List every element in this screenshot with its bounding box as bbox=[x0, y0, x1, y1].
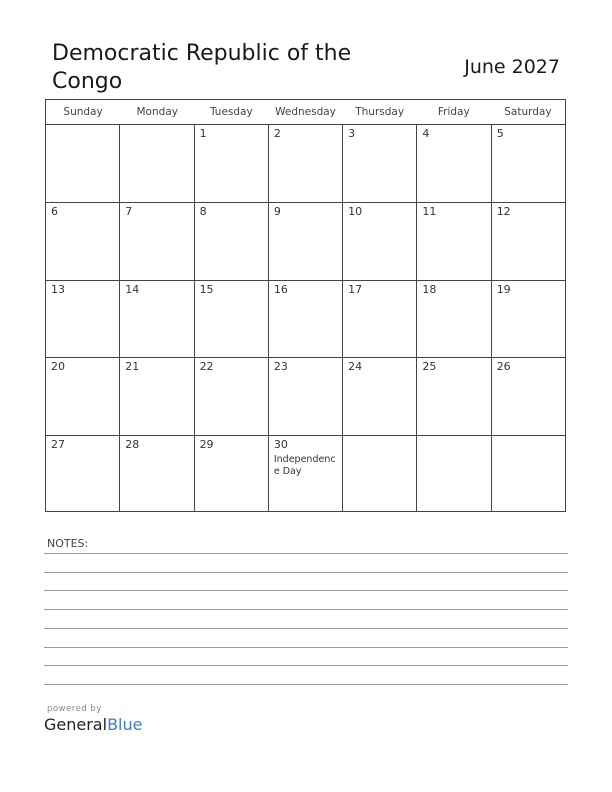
day-cell bbox=[416, 125, 490, 202]
day-number: 21 bbox=[125, 360, 140, 374]
day-cell bbox=[416, 358, 490, 434]
day-cell bbox=[46, 125, 119, 202]
day-cell bbox=[46, 281, 119, 357]
week-row bbox=[46, 357, 565, 434]
note-line bbox=[44, 684, 568, 685]
week-row bbox=[46, 125, 565, 202]
day-cell bbox=[119, 358, 193, 434]
day-number: 5 bbox=[496, 127, 504, 140]
day-cell bbox=[194, 358, 268, 434]
week-row bbox=[46, 280, 565, 357]
day-cell bbox=[194, 281, 268, 357]
day-cell bbox=[342, 358, 416, 434]
calendar-grid bbox=[45, 99, 566, 512]
day-number: 16 bbox=[273, 282, 288, 296]
note-line bbox=[44, 628, 568, 629]
day-number: 26 bbox=[496, 360, 511, 374]
note-line bbox=[44, 553, 568, 554]
day-cell bbox=[342, 203, 416, 279]
day-number: 7 bbox=[125, 205, 133, 219]
day-number: 22 bbox=[199, 360, 214, 374]
day-number: 11 bbox=[422, 205, 437, 219]
brand-name bbox=[44, 715, 142, 734]
day-cell bbox=[491, 203, 565, 279]
day-number: 3 bbox=[348, 127, 356, 140]
day-cell bbox=[119, 436, 193, 512]
day-number: 8 bbox=[199, 205, 207, 219]
day-number: 10 bbox=[348, 205, 363, 219]
note-line bbox=[44, 590, 568, 591]
weekday-header bbox=[46, 100, 565, 125]
weekday-monday: Monday bbox=[136, 106, 178, 118]
day-cell bbox=[268, 281, 342, 357]
day-number: 23 bbox=[273, 360, 288, 374]
day-number: 29 bbox=[199, 437, 214, 451]
day-cell bbox=[268, 436, 342, 512]
day-cell bbox=[46, 203, 119, 279]
powered-by-text: powered by bbox=[47, 704, 102, 714]
weekday-wednesday: Wednesday bbox=[275, 106, 336, 118]
day-cell bbox=[268, 203, 342, 279]
day-number: 15 bbox=[199, 282, 214, 296]
day-cell bbox=[194, 203, 268, 279]
day-number: 27 bbox=[51, 437, 65, 451]
note-line bbox=[44, 572, 568, 573]
day-cell bbox=[491, 281, 565, 357]
day-cell bbox=[119, 281, 193, 357]
note-line bbox=[44, 609, 568, 610]
day-number: 1 bbox=[199, 127, 207, 140]
brand-general: General bbox=[44, 715, 108, 734]
day-cell bbox=[342, 436, 416, 512]
day-number: 17 bbox=[348, 282, 363, 296]
day-cell bbox=[491, 125, 565, 202]
day-number: 28 bbox=[125, 437, 140, 451]
day-number: 4 bbox=[422, 127, 430, 140]
day-cell bbox=[194, 125, 268, 202]
day-number: 30 bbox=[273, 437, 288, 451]
day-cell bbox=[268, 125, 342, 202]
day-cell bbox=[268, 358, 342, 434]
day-number: 9 bbox=[273, 205, 281, 219]
day-cell bbox=[416, 203, 490, 279]
weekday-thursday: Thursday bbox=[355, 106, 405, 118]
day-number: 12 bbox=[496, 205, 511, 219]
footer-logo bbox=[44, 704, 142, 734]
weekday-sunday: Sunday bbox=[63, 106, 103, 118]
day-cell bbox=[342, 125, 416, 202]
weekday-saturday: Saturday bbox=[504, 106, 552, 118]
weekday-tuesday: Tuesday bbox=[209, 106, 253, 118]
day-number: 24 bbox=[348, 360, 363, 374]
brand-blue: Blue bbox=[107, 715, 143, 734]
day-cell bbox=[491, 358, 565, 434]
calendar-weeks bbox=[46, 125, 565, 512]
day-cell bbox=[46, 358, 119, 434]
day-number: 6 bbox=[51, 205, 58, 219]
day-cell bbox=[491, 436, 565, 512]
week-row bbox=[46, 202, 565, 279]
day-cell bbox=[416, 436, 490, 512]
holiday-event: Independence Day bbox=[273, 453, 336, 477]
day-cell bbox=[342, 281, 416, 357]
day-number: 18 bbox=[422, 282, 437, 296]
day-number: 20 bbox=[51, 360, 65, 374]
day-cell bbox=[194, 436, 268, 512]
day-number: 2 bbox=[273, 127, 281, 140]
calendar-title: Democratic Republic of the Congo bbox=[52, 41, 352, 94]
day-number: 14 bbox=[125, 282, 140, 296]
note-line bbox=[44, 647, 568, 648]
weekday-friday: Friday bbox=[437, 106, 470, 118]
day-cell bbox=[46, 436, 119, 512]
day-number: 25 bbox=[422, 360, 437, 374]
week-row bbox=[46, 435, 565, 512]
day-number: 19 bbox=[496, 282, 511, 296]
calendar-month: June 2027 bbox=[464, 56, 560, 78]
day-cell bbox=[119, 203, 193, 279]
notes-label: NOTES: bbox=[47, 537, 89, 550]
note-line bbox=[44, 665, 568, 666]
day-cell bbox=[119, 125, 193, 202]
day-number: 13 bbox=[51, 282, 65, 296]
day-cell bbox=[416, 281, 490, 357]
